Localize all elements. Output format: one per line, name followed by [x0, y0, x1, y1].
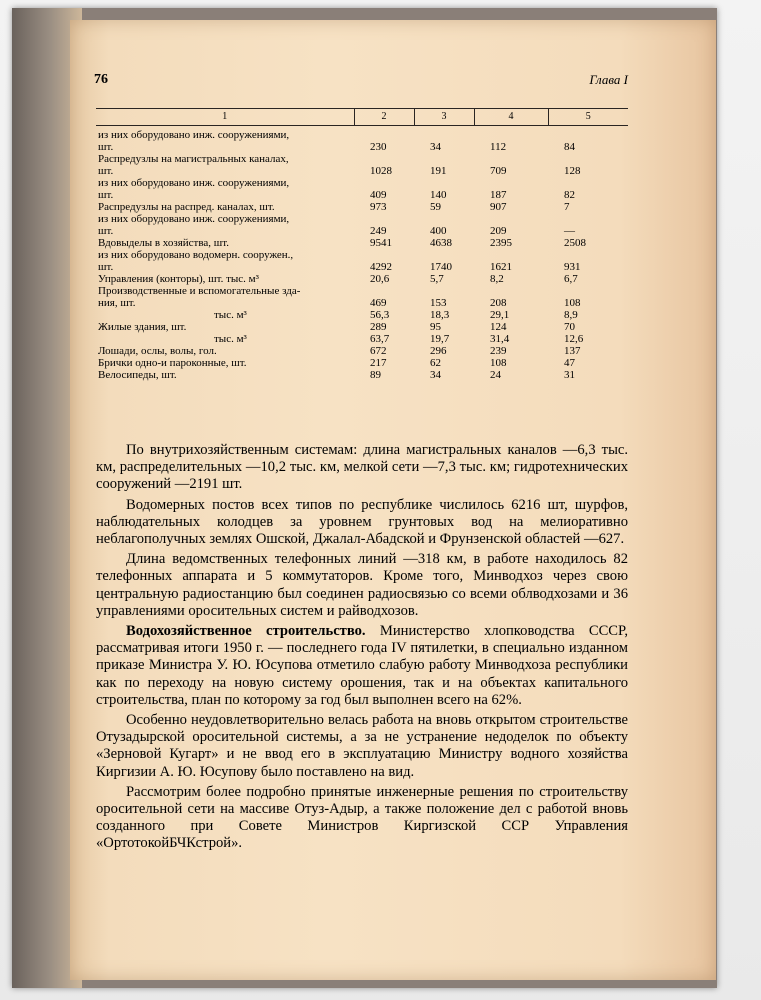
row-label: Вдовыделы в хозяйства, шт. [98, 237, 229, 249]
table-row [96, 369, 628, 381]
table-cell [414, 126, 474, 142]
table-cell: 4638 [430, 237, 452, 249]
table-row [96, 357, 628, 369]
table-cell: 5,7 [430, 273, 444, 285]
column-header: 5 [548, 109, 628, 126]
table-cell: 56,3 [370, 309, 390, 321]
table-cell [414, 285, 474, 297]
table-cell: 31,4 [490, 333, 510, 345]
table-row [96, 225, 628, 237]
table-cell: 124 [490, 321, 507, 333]
paragraph: По внутрихозяйственным системам: длина магистральных каналов —6,3 тыс. км, распределительных —10,2 тыс. км, мелкой сети —7,3 тыс. км; гидротехнических сооружений —2191 шт. [96, 442, 628, 493]
table-cell: 8,9 [564, 309, 578, 321]
table-row [96, 237, 628, 249]
table-row [96, 249, 628, 261]
table-header-row [96, 109, 628, 126]
table-cell: 1028 [370, 165, 392, 177]
table-cell: 153 [430, 297, 447, 309]
table-cell: 34 [430, 369, 441, 381]
row-label: Брички одно-и пароконные, шт. [98, 357, 247, 369]
table-row [96, 141, 628, 153]
table-cell: 2395 [490, 237, 512, 249]
statistics-table [96, 108, 628, 381]
chapter-title: Глава I [589, 72, 628, 87]
table-cell: 6,7 [564, 273, 578, 285]
row-label: тыс. м³ [214, 333, 247, 345]
table-cell [474, 177, 548, 189]
table-cell [474, 249, 548, 261]
table-row [96, 309, 628, 321]
row-label: Велосипеды, шт. [98, 369, 177, 381]
row-label: шт. [98, 165, 114, 177]
table-cell [354, 153, 414, 165]
table-row [96, 285, 628, 297]
table-cell: 187 [490, 189, 507, 201]
table-cell: 2508 [564, 237, 586, 249]
table-cell: 208 [490, 297, 507, 309]
table-cell: 128 [564, 165, 581, 177]
row-label: шт. [98, 261, 114, 273]
table-cell: 239 [490, 345, 507, 357]
row-label: шт. [98, 141, 114, 153]
table-row [96, 165, 628, 177]
table-cell: 230 [370, 141, 387, 153]
paragraph [96, 623, 628, 709]
table-cell [354, 285, 414, 297]
paragraph: Длина ведомственных телефонных линий —318 км, в работе находилось 82 телефонных аппарата и 5 коммутаторов. Кроме того, Минводхоз через свою центральную радиостанцию был соединен радиосвязью со всеми облводхозами и 36 управлениями оросительных систем и райводхозов. [96, 551, 628, 619]
table-cell: 137 [564, 345, 581, 357]
page-header [94, 72, 628, 94]
table-cell: 907 [490, 201, 507, 213]
row-label: из них оборудовано инж. сооружениями, [98, 213, 290, 225]
table-row [96, 333, 628, 345]
table-cell: 70 [564, 321, 575, 333]
table-cell [414, 153, 474, 165]
table-cell [548, 177, 628, 189]
row-label: шт. [98, 189, 114, 201]
table-cell [414, 177, 474, 189]
table-row [96, 153, 628, 165]
row-label: Распредузлы на распред. каналах, шт. [98, 201, 275, 213]
row-label: из них оборудовано инж. сооружениями, [98, 177, 290, 189]
body-text [96, 442, 628, 853]
table-row [96, 273, 628, 285]
paragraph: Водомерных постов всех типов по республике числилось 6216 шт, шурфов, наблюдательных колодцев за уровнем грунтовых вод на мелиоративно неблагополучных землях Ошской, Джалал-Абадской и Фрунзенской областей —627. [96, 496, 628, 548]
table-cell: 140 [430, 189, 447, 201]
table-cell: 191 [430, 165, 447, 177]
table-cell: 20,6 [370, 273, 390, 285]
table-cell: 4292 [370, 261, 392, 273]
row-label: Жилые здания, шт. [98, 321, 187, 333]
table-cell: 289 [370, 321, 387, 333]
table-cell: 82 [564, 189, 575, 201]
table-cell: 12,6 [564, 333, 584, 345]
table-cell: 31 [564, 369, 575, 381]
row-label: шт. [98, 225, 114, 237]
table-cell [354, 177, 414, 189]
table-row [96, 177, 628, 189]
table-cell: 709 [490, 165, 507, 177]
table-cell: 34 [430, 141, 441, 153]
table-cell: 19,7 [430, 333, 450, 345]
table-cell: 400 [430, 225, 447, 237]
table-row [96, 321, 628, 333]
row-label: из них оборудовано инж. сооружениями, [98, 129, 290, 141]
column-header: 4 [474, 109, 548, 126]
row-label: Распредузлы на магистральных каналах, [98, 153, 289, 165]
table-row [96, 345, 628, 357]
table-cell: 217 [370, 357, 387, 369]
row-label: тыс. м³ [214, 309, 247, 321]
table-cell: 47 [564, 357, 575, 369]
table-cell: 469 [370, 297, 387, 309]
table-cell [414, 249, 474, 261]
table-cell [414, 213, 474, 225]
table-cell: 59 [430, 201, 441, 213]
table-cell: 62 [430, 357, 441, 369]
row-label: ния, шт. [98, 297, 136, 309]
table-cell [548, 126, 628, 142]
table-cell [474, 126, 548, 142]
table-cell: 209 [490, 225, 507, 237]
table-cell [474, 285, 548, 297]
table-cell [548, 153, 628, 165]
table-cell [354, 213, 414, 225]
table-cell: 296 [430, 345, 447, 357]
page-number: 76 [94, 72, 108, 87]
column-header: 3 [414, 109, 474, 126]
table-row [96, 213, 628, 225]
table-cell: 409 [370, 189, 387, 201]
row-label: Производственные и вспомогательные зда- [98, 285, 301, 297]
table-cell [354, 249, 414, 261]
row-label: Лошади, ослы, волы, гол. [98, 345, 217, 357]
table-row [96, 201, 628, 213]
table-cell: 8,2 [490, 273, 504, 285]
column-header: 1 [96, 109, 354, 126]
table-cell [548, 285, 628, 297]
table-cell [548, 249, 628, 261]
row-label: из них оборудовано водомерн. сооружен., [98, 249, 294, 261]
table-cell: 1621 [490, 261, 512, 273]
table-cell: 24 [490, 369, 501, 381]
column-header: 2 [354, 109, 414, 126]
section-heading: Водохозяйственное строительство. [126, 623, 366, 640]
table-row [96, 126, 628, 142]
table-row [96, 297, 628, 309]
table-body [96, 126, 628, 382]
table-cell: 249 [370, 225, 387, 237]
table-cell: 1740 [430, 261, 452, 273]
table-cell: 108 [564, 297, 581, 309]
table-row [96, 189, 628, 201]
table-cell: 29,1 [490, 309, 510, 321]
table-cell: 931 [564, 261, 581, 273]
table-cell: — [564, 225, 575, 237]
table-cell: 89 [370, 369, 381, 381]
table-cell [548, 213, 628, 225]
table-cell [474, 153, 548, 165]
paragraph: Особенно неудовлетворительно велась работа на вновь открытом строительстве Отузадырской оросительной системы, а за не устранение недоделок по объекту «Зерновой Кугарт» и не ввод его в эксплуатацию Министру водного хозяйства Киргизии А. Ю. Юсупову было поставлено на вид. [96, 712, 628, 780]
paragraph-text: Министерство хлопководства СССР, рассматривая итоги 1950 г. — последнего года IV пятилетки, в специально изданном приказе Министра У. Ю. Юсупова отметило слабую работу Минводхоза республики как по переходу на новую систему орошения, так и на объектах капитального строительства, план по которому за год был выполнен всего на 62%. [96, 623, 628, 708]
table-cell: 7 [564, 201, 570, 213]
table-cell: 973 [370, 201, 387, 213]
table-cell: 672 [370, 345, 387, 357]
table-cell: 18,3 [430, 309, 450, 321]
table-cell [474, 213, 548, 225]
table-cell: 108 [490, 357, 507, 369]
row-label: Управления (конторы), шт. тыс. м³ [98, 273, 259, 285]
table-row [96, 261, 628, 273]
table-cell: 9541 [370, 237, 392, 249]
table-cell: 95 [430, 321, 441, 333]
table-cell: 63,7 [370, 333, 390, 345]
paragraph: Рассмотрим более подробно принятые инженерные решения по строительству оросительной сети на массиве Отуз-Адыр, а также положение дел с работой вновь созданного при Совете Министров Киргизской ССР Управления «ОртотокойБЧКстрой». [96, 783, 628, 852]
table-cell: 84 [564, 141, 575, 153]
table-cell: 112 [490, 141, 507, 153]
table-cell [354, 126, 414, 142]
